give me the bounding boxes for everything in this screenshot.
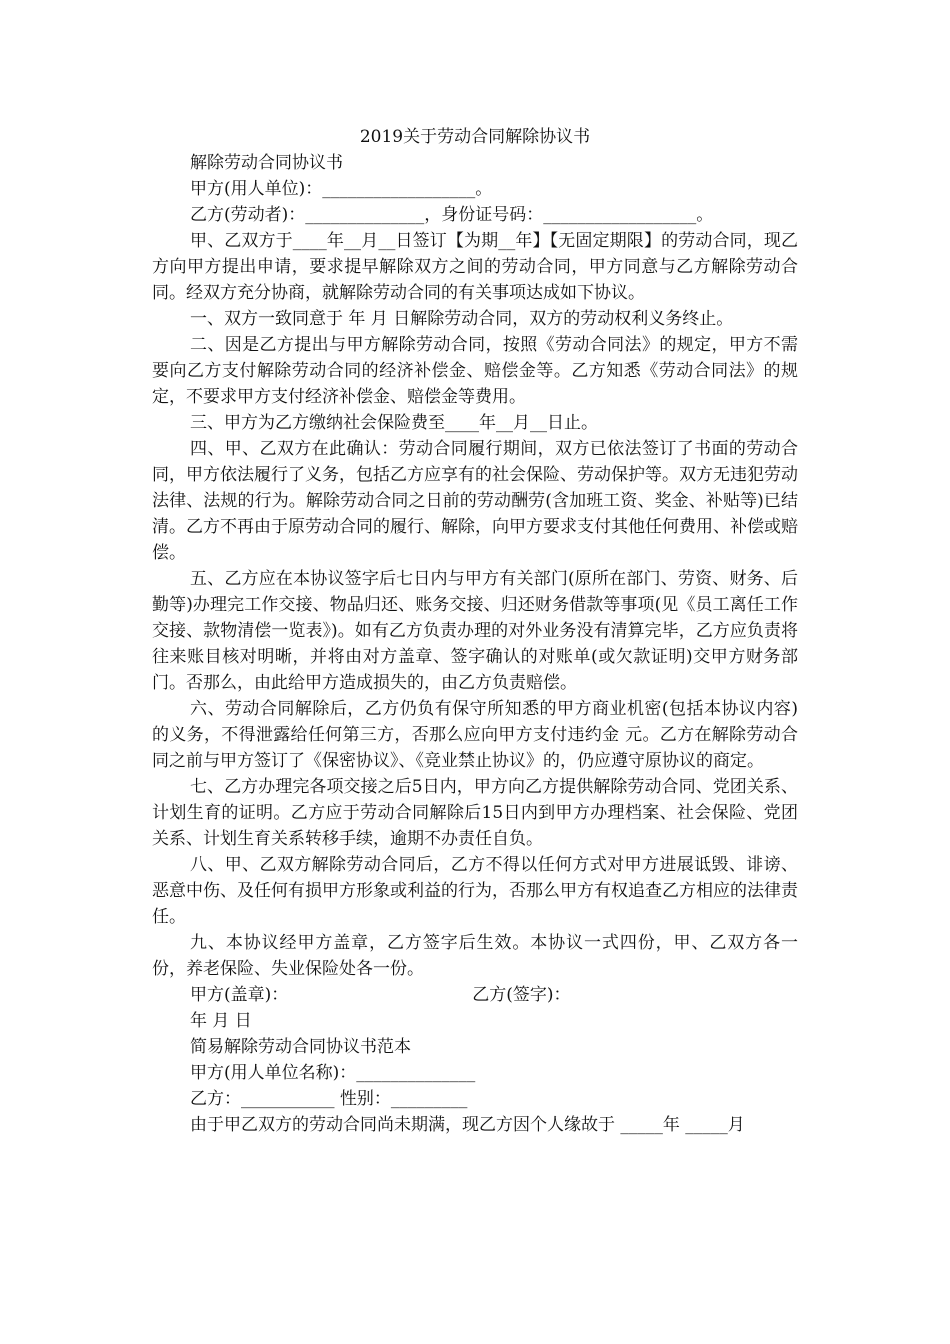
preamble-paragraph: 甲、乙双方于____年__月__日签订【为期__年】【无固定期限】的劳动合同，现乙方向甲方提出申请，要求提早解除双方之间的劳动合同，甲方同意与乙方解除劳动合同。经双方充分协商，就解除劳动合同的有关事项达成如下协议。 <box>152 231 798 303</box>
sample-party-b-field: 乙方：___________ 性别：_________ <box>190 1089 468 1109</box>
party-b-field: 乙方(劳动者)：______________，身份证号码：__________________。 <box>190 205 714 225</box>
document-title: 2019关于劳动合同解除协议书 <box>359 127 591 147</box>
sample-party-a-field: 甲方(用人单位名称)：______________ <box>190 1063 476 1083</box>
sample-title: 简易解除劳动合同协议书范本 <box>190 1037 411 1057</box>
party-a-field: 甲方(用人单位)：__________________。 <box>190 179 493 199</box>
date-line: 年 月 日 <box>190 1011 252 1031</box>
signature-party-a: 甲方(盖章)： <box>190 985 289 1005</box>
clause-3: 三、甲方为乙方缴纳社会保险费至____年__月__日止。 <box>190 413 598 433</box>
clause-4: 四、甲、乙双方在此确认：劳动合同履行期间，双方已依法签订了书面的劳动合同，甲方依法履行了义务，包括乙方应享有的社会保险、劳动保护等。双方无违犯劳动法律、法规的行为。解除劳动合同之日前的劳动酬劳(含加班工资、奖金、补贴等)已结清。乙方不再由于原劳动合同的履行、解除，向甲方要求支付其他任何费用、补偿或赔偿。 <box>152 439 798 563</box>
clause-2: 二、因是乙方提出与甲方解除劳动合同，按照《劳动合同法》的规定，甲方不需要向乙方支付解除劳动合同的经济补偿金、赔偿金等。乙方知悉《劳动合同法》的规定，不要求甲方支付经济补偿金、赔偿金等费用。 <box>152 335 798 407</box>
clause-7: 七、乙方办理完各项交接之后5日内，甲方向乙方提供解除劳动合同、党团关系、计划生育的证明。乙方应于劳动合同解除后15日内到甲方办理档案、社会保险、党团关系、计划生育关系转移手续，逾期不办责任自负。 <box>152 777 798 849</box>
signature-line <box>152 982 798 1008</box>
signature-party-b: 乙方(签字)： <box>472 985 571 1005</box>
sample-paragraph: 由于甲乙双方的劳动合同尚未期满，现乙方因个人缘故于 _____年 _____月 <box>190 1115 745 1135</box>
subtitle-paragraph: 解除劳动合同协议书 <box>190 153 343 173</box>
clause-6: 六、劳动合同解除后，乙方仍负有保守所知悉的甲方商业机密(包括本协议内容)的义务，不得泄露给任何第三方，否那么应向甲方支付违约金 元。乙方在解除劳动合同之前与甲方签订了《保密协议》、《竞业禁止协议》的，仍应遵守原协议的商定。 <box>152 699 798 771</box>
clause-5: 五、乙方应在本协议签字后七日内与甲方有关部门(原所在部门、劳资、财务、后勤等)办理完工作交接、物品归还、账务交接、归还财务借款等事项(见《员工离任工作交接、款物清偿一览表》)。如有乙方负责办理的对外业务没有清算完毕，乙方应负责将往来账目核对明晰，并将由对方盖章、签字确认的对账单(或欠款证明)交甲方财务部门。否那么，由此给甲方造成损失的，由乙方负责赔偿。 <box>152 569 798 693</box>
clause-9: 九、本协议经甲方盖章，乙方签字后生效。本协议一式四份，甲、乙双方各一份，养老保险、失业保险处各一份。 <box>152 933 798 979</box>
clause-8: 八、甲、乙双方解除劳动合同后，乙方不得以任何方式对甲方进展诋毁、诽谤、恶意中伤、及任何有损甲方形象或利益的行为，否那么甲方有权追查乙方相应的法律责任。 <box>152 855 798 927</box>
clause-1: 一、双方一致同意于 年 月 日解除劳动合同，双方的劳动权利义务终止。 <box>190 309 734 329</box>
document-body <box>152 150 798 1138</box>
